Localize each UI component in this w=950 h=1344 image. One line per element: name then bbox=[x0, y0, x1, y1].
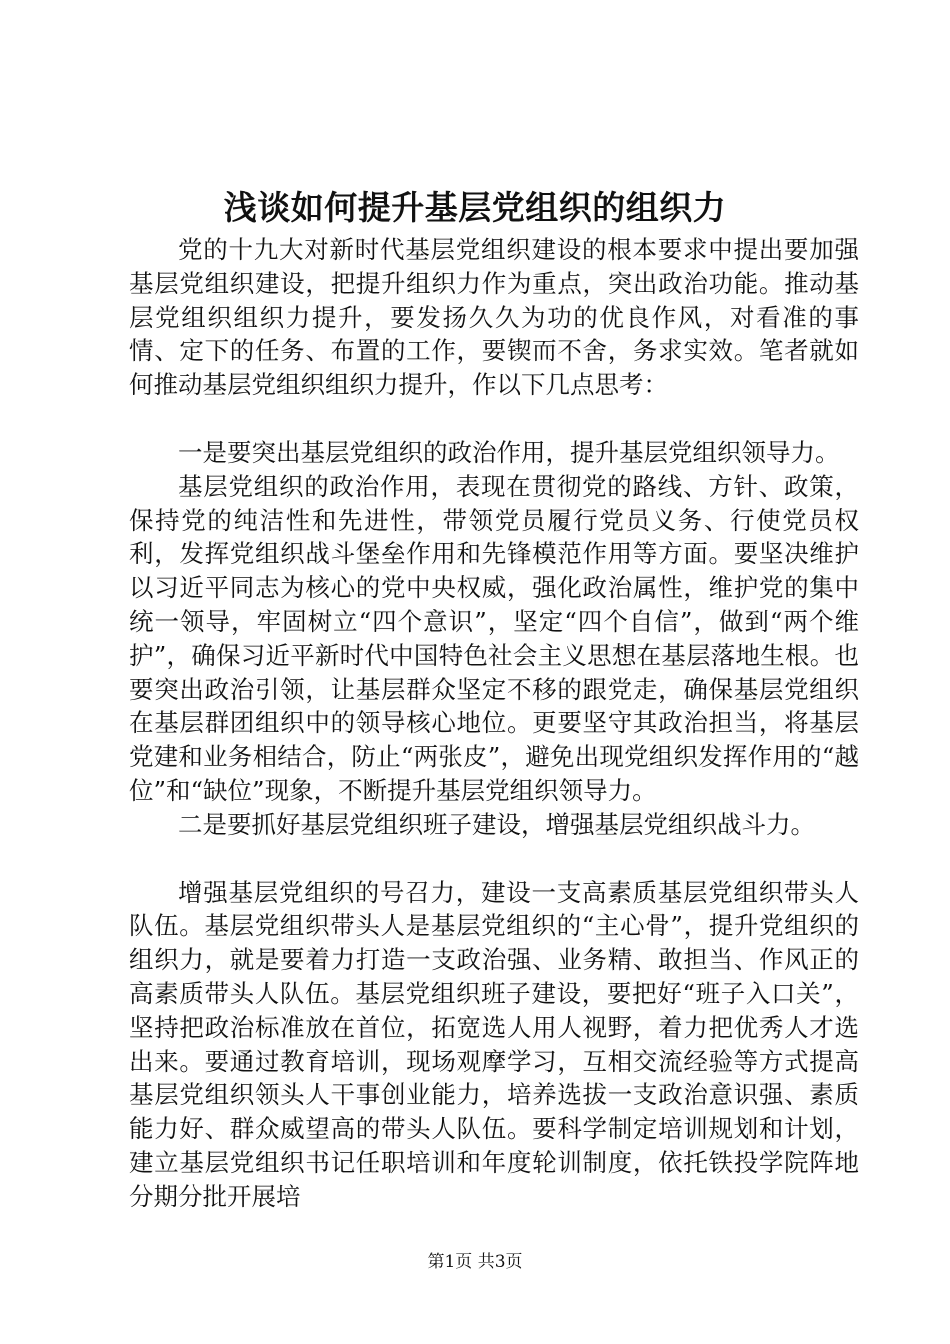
document-title: 浅谈如何提升基层党组织的组织力 bbox=[223, 188, 727, 227]
section-heading-2: 二是要抓好基层党组织班子建设，增强基层党组织战斗力。 bbox=[178, 809, 815, 839]
section-heading-1: 一是要突出基层党组织的政治作用，提升基层党组织领导力。 bbox=[178, 437, 840, 467]
section-body-2: 增强基层党组织的号召力，建设一支高素质基层党组织带头人队伍。基层党组织带头人是基层党组织的“主心骨”，提升党组织的组织力，就是要着力打造一支政治强、业务精、敢担当、作风正的高素质带头人队伍。基层党组织班子建设，要把好“班子入口关”，坚持把政治标准放在首位，拓宽选人用人视野，着力把优秀人才选出来。要通过教育培训，现场观摩学习，互相交流经验等方式提高基层党组织领头人干事创业能力，培养选拔一支政治意识强、素质能力好、群众威望高的带头人队伍。要科学制定培训规划和计划，建立基层党组织书记任职培训和年度轮训制度，依托铁投学院阵地分期分批开展培 bbox=[129, 877, 859, 1211]
paragraph-spacer bbox=[129, 842, 859, 876]
page-footer: 第1页 共3页 bbox=[427, 1252, 523, 1272]
paragraph-spacer bbox=[129, 402, 859, 436]
intro-paragraph: 党的十九大对新时代基层党组织建设的根本要求中提出要加强基层党组织建设，把提升组织力作为重点，突出政治功能。推动基层党组织组织力提升，要发扬久久为功的优良作风，对看准的事情、定下的任务、布置的工作，要锲而不舍，务求实效。笔者就如何推动基层党组织组织力提升，作以下几点思考： bbox=[129, 235, 859, 400]
document-body bbox=[129, 233, 859, 1214]
section-body-1: 基层党组织的政治作用，表现在贯彻党的路线、方针、政策，保持党的纯洁性和先进性，带领党员履行党员义务、行使党员权利，发挥党组织战斗堡垒作用和先锋模范作用等方面。要坚决维护以习近平同志为核心的党中央权威，强化政治属性，维护党的集中统一领导，牢固树立“四个意识”，坚定“四个自信”，做到“两个维护”，确保习近平新时代中国特色社会主义思想在基层落地生根。也要突出政治引领，让基层群众坚定不移的跟党走，确保基层党组织在基层群团组织中的领导核心地位。更要坚守其政治担当，将基层党建和业务相结合，防止“两张皮”，避免出现党组织发挥作用的“越位”和“缺位”现象，不断提升基层党组织领导力。 bbox=[129, 471, 859, 805]
